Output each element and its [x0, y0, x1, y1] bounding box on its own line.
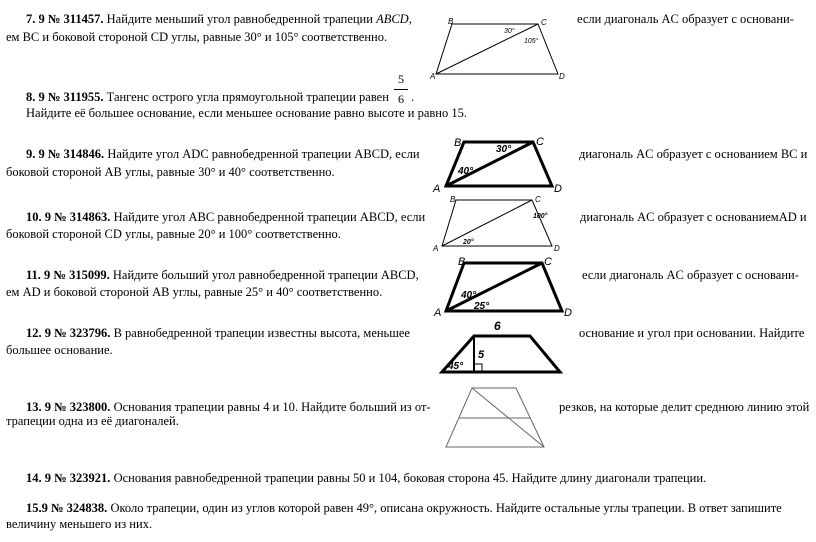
problem-text: Найдите угол ADC равнобедренной трапеции ABCD, если	[107, 147, 420, 161]
diagonal-ac	[436, 24, 538, 74]
problem-text: Основания равнобедренной трапеции равны 50 и 104, боковая сторона 45. Найдите длину диагонали трапеции.	[113, 471, 707, 485]
problem-text: диагональ AC образует с основаниемAD и	[580, 210, 807, 224]
problem-text: ем BC и боковой стороной CD углы, равные 30° и 105° соответственно.	[6, 30, 388, 44]
problem-text: боковой стороной CD углы, равные 20° и 100° соответственно.	[6, 227, 341, 241]
problem-number: 9. 9 № 314846.	[26, 147, 105, 161]
angle-label: 30°	[496, 144, 512, 155]
problem-number: 7. 9 № 311457.	[26, 12, 104, 26]
problem-10-line-1	[26, 209, 425, 226]
angle-label: 40°	[461, 290, 477, 301]
vertex-label: C	[536, 136, 544, 148]
vertex-label: A	[430, 72, 436, 81]
problem-text: Найдите угол ABC равнобедренной трапеции ABCD, если	[113, 210, 426, 224]
angle-label: 20°	[463, 239, 474, 246]
vertex-label: B	[448, 17, 454, 26]
trapezoid-figure-12	[436, 318, 572, 376]
problem-text: Найдите её большее основание, если меньшее основание равно высоте и равно 15.	[26, 106, 467, 120]
problem-number: 12. 9 № 323796.	[26, 326, 111, 340]
problem-text: большее основание.	[6, 343, 113, 357]
vertex-label: B	[450, 195, 456, 204]
top-base-label: 6	[494, 319, 501, 333]
trapezoid-figure-10	[430, 194, 578, 254]
problem-text: трапеции одна из её диагоналей.	[6, 414, 179, 428]
problem-text: диагональ AC образует с основанием BC и	[579, 147, 808, 161]
problem-text: Основания трапеции равны 4 и 10. Найдите больший из от-	[113, 400, 431, 414]
problem-text: Около трапеции, один из углов которой равен 49°, описана окружность. Найдите остальные углы трапеции. В ответ запишите	[110, 501, 782, 515]
problem-9-line-1	[26, 146, 420, 163]
trapezoid-figure-11	[430, 253, 578, 319]
problem-text: Найдите больший угол равнобедренной трапеции ABCD,	[112, 268, 419, 282]
trapezoid-outline	[436, 24, 558, 74]
vertex-label: D	[554, 244, 560, 253]
problem-11-line-1	[26, 267, 419, 284]
angle-label: 45°	[448, 361, 464, 372]
vertex-label: C	[544, 256, 552, 268]
problem-text: величину меньшего из них.	[6, 517, 153, 531]
vertex-label: A	[434, 307, 442, 319]
problem-text: Найдите меньший угол равнобедренной трапеции	[106, 12, 373, 26]
problem-text: если диагональ AC образует с основани-	[577, 12, 794, 26]
angle-label: 40°	[458, 166, 474, 177]
angle-label: 100°	[533, 213, 548, 220]
problem-7-line-1	[26, 11, 412, 28]
vertex-label: D	[554, 183, 562, 195]
problem-text: Тангенс острого угла прямоугольной трапеции равен	[106, 90, 389, 104]
problem-text: ABCD,	[376, 12, 412, 26]
problem-number: 14. 9 № 323921.	[26, 471, 111, 485]
problem-text: ем AD и боковой стороной AB углы, равные 25° и 40° соответственно.	[6, 285, 383, 299]
fraction-numerator: 5	[398, 72, 404, 86]
fraction-bar	[394, 89, 408, 90]
problem-text: если диагональ AC образует с основани-	[582, 268, 799, 282]
problem-8-line-1	[26, 89, 389, 106]
angle-label: 105°	[524, 38, 539, 45]
vertex-label: C	[535, 195, 541, 204]
trapezoid-figure-9	[430, 134, 575, 196]
problem-text: основание и угол при основании. Найдите	[579, 326, 805, 340]
period: .	[411, 90, 415, 104]
diagonal-ac	[442, 200, 532, 246]
vertex-label: A	[433, 183, 441, 195]
problem-15-line-1	[26, 500, 782, 517]
problem-number: 13. 9 № 323800.	[26, 400, 111, 414]
trapezoid-outline	[442, 200, 552, 246]
vertex-label: D	[564, 307, 572, 319]
problem-number: 15.9 № 324838.	[26, 501, 108, 515]
problem-text: боковой стороной AB углы, равные 30° и 40° соответственно.	[6, 165, 335, 179]
vertex-label: D	[559, 72, 565, 81]
problem-number: 10. 9 № 314863.	[26, 210, 111, 224]
problem-14-line-1	[26, 470, 706, 487]
vertex-label: A	[433, 244, 439, 253]
trapezoid-figure-7	[430, 18, 570, 80]
vertex-label: C	[541, 18, 547, 27]
problem-number: 8. 9 № 311955.	[26, 90, 104, 104]
problem-12-line-1	[26, 325, 410, 342]
problem-text: резков, на которые делит среднюю линию этой	[559, 400, 810, 414]
problem-number: 11. 9 № 315099.	[26, 268, 110, 282]
trapezoid-figure-13	[440, 383, 560, 455]
fraction	[394, 71, 408, 108]
fraction-denominator: 6	[398, 92, 404, 106]
vertex-label: B	[454, 137, 462, 149]
vertex-label: B	[458, 256, 466, 268]
height-label: 5	[478, 349, 485, 361]
angle-label: 30°	[504, 28, 515, 35]
problem-text: В равнобедренной трапеции известны высота, меньшее	[113, 326, 410, 340]
angle-label: 25°	[474, 301, 490, 312]
